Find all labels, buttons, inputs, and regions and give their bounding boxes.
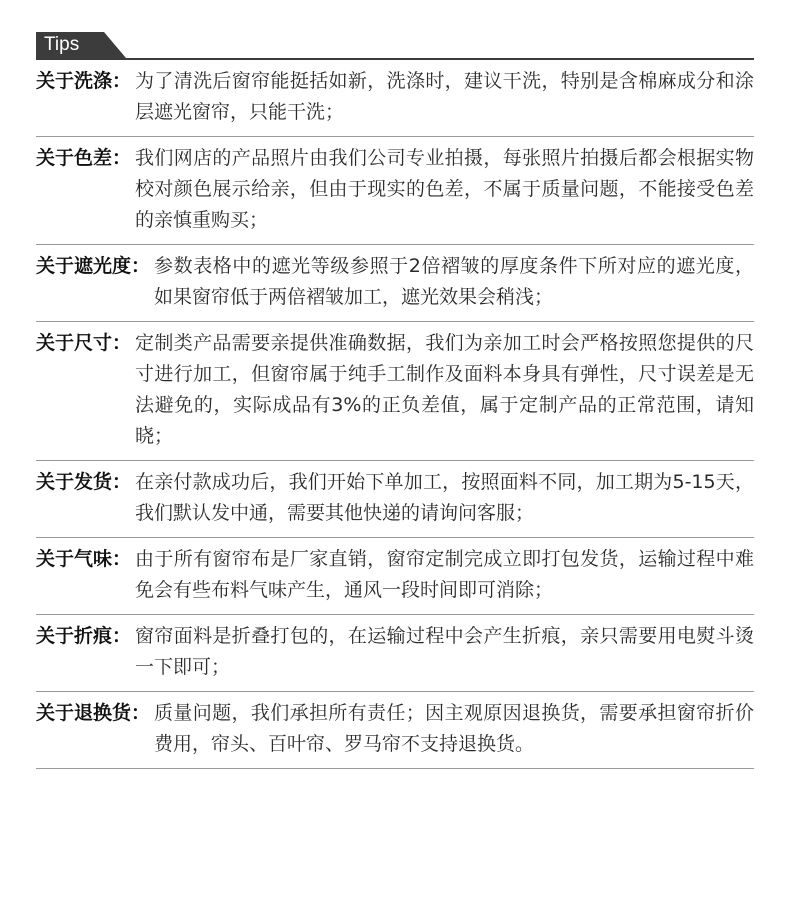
section-body: 我们网店的产品照片由我们公司专业拍摄，每张照片拍摄后都会根据实物校对颜色展示给亲，但由于现实的色差，不属于质量问题，不能接受色差的亲慎重购买； [135,147,754,231]
section-odor [36,538,754,615]
section-size [36,322,754,461]
section-title: 关于遮光度： [36,255,151,277]
tips-header [36,32,754,60]
tips-page [36,32,754,769]
section-body: 在亲付款成功后，我们开始下单加工，按照面料不同，加工期为5-15天，我们默认发中通，需要其他快递的请询问客服； [135,471,754,524]
section-body: 窗帘面料是折叠打包的，在运输过程中会产生折痕，亲只需要用电熨斗烫一下即可； [135,625,754,678]
section-title: 关于色差： [36,147,132,169]
section-washing [36,60,754,137]
tips-label: Tips [44,34,80,55]
section-creases [36,615,754,692]
section-blackout [36,245,754,322]
section-shipping [36,461,754,538]
section-title: 关于气味： [36,548,132,570]
section-body: 由于所有窗帘布是厂家直销，窗帘定制完成立即打包发货，运输过程中难免会有些布料气味产生，通风一段时间即可消除； [135,548,754,601]
section-body: 质量问题，我们承担所有责任；因主观原因退换货，需要承担窗帘折价费用，帘头、百叶帘、罗马帘不支持退换货。 [154,702,754,755]
section-title: 关于折痕： [36,625,132,647]
section-color-difference [36,137,754,245]
section-title: 关于尺寸： [36,332,132,354]
section-body: 参数表格中的遮光等级参照于2倍褶皱的厚度条件下所对应的遮光度，如果窗帘低于两倍褶皱加工，遮光效果会稍浅； [154,255,754,308]
section-title: 关于发货： [36,471,132,493]
section-body: 定制类产品需要亲提供准确数据，我们为亲加工时会严格按照您提供的尺寸进行加工，但窗帘属于纯手工制作及面料本身具有弹性，尺寸误差是无法避免的，实际成品有3%的正负差值，属于定制产品的正常范围，请知晓； [135,332,754,447]
section-title: 关于洗涤： [36,70,132,92]
section-body: 为了清洗后窗帘能挺括如新，洗涤时，建议干洗，特别是含棉麻成分和涂层遮光窗帘，只能干洗； [135,70,754,123]
section-title: 关于退换货： [36,702,151,724]
section-returns [36,692,754,769]
